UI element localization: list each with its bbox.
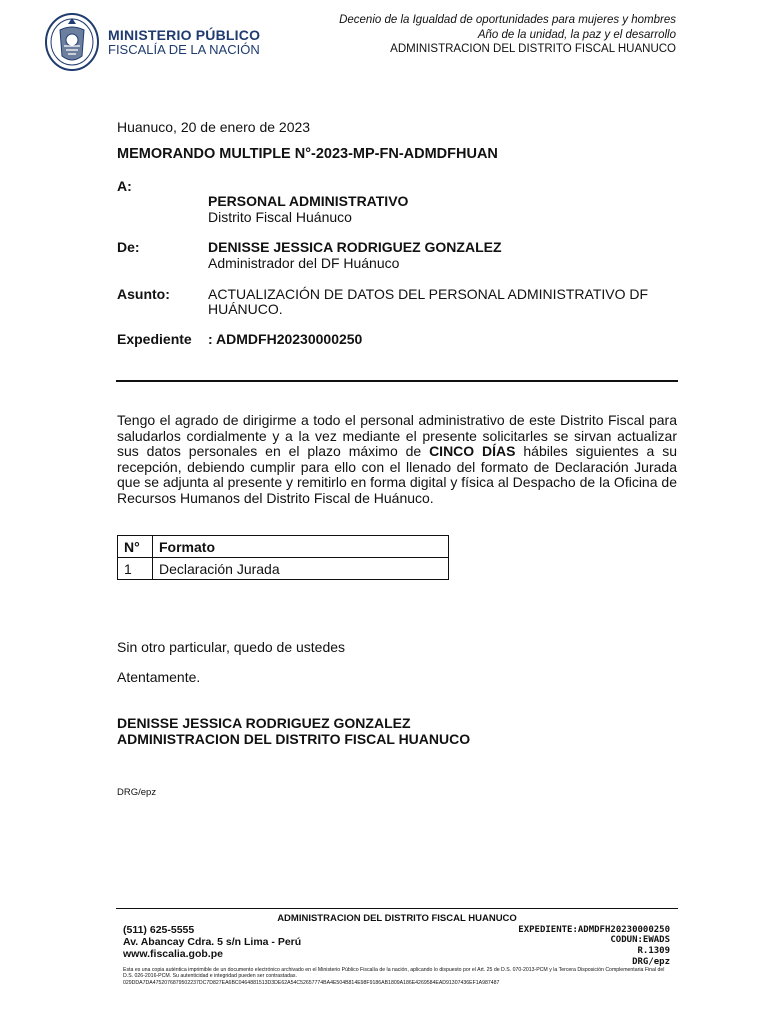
from-label: De:: [117, 239, 140, 255]
closing-line: Sin otro particular, quedo de ustedes: [117, 639, 346, 655]
institution-subtitle: FISCALÍA DE LA NACIÓN: [108, 42, 260, 57]
initials: DRG/epz: [117, 787, 157, 798]
footer-codun: CODUN:EWADS: [610, 935, 670, 945]
memo-title: MEMORANDO MULTIPLE N°-2023-MP-FN-ADMDFHUAN: [117, 146, 498, 162]
deadline-emphasis: CINCO DÍAS: [429, 443, 516, 459]
institution-name: MINISTERIO PÚBLICO: [108, 27, 261, 43]
footer-hash: 029DDA7DA4752076879502237DC7D827EA6BC0464881513D3DE62A54C52657774BA4E504B814E98F9186AB1809A186E4269584EAD91307436EF1A987487: [123, 980, 500, 986]
signer-office: ADMINISTRACION DEL DISTRITO FISCAL HUANUCO: [117, 731, 471, 747]
footer-phone: (511) 625-5555: [123, 924, 195, 936]
subject-line2: HUÁNUCO.: [208, 301, 283, 317]
file-label: Expediente: [117, 331, 192, 347]
subject-line1: ACTUALIZACIÓN DE DATOS DEL PERSONAL ADMINISTRATIVO DF: [208, 286, 649, 302]
regards-line: Atentamente.: [117, 669, 201, 685]
place-date: Huanuco, 20 de enero de 2023: [117, 119, 311, 135]
footer-address: Av. Abancay Cdra. 5 s/n Lima - Perú: [123, 936, 302, 948]
subject-label: Asunto:: [117, 286, 170, 302]
footer-office: ADMINISTRACION DEL DISTRITO FISCAL HUANUCO: [277, 913, 517, 924]
header-office: ADMINISTRACION DEL DISTRITO FISCAL HUANUCO: [390, 43, 676, 55]
decade-slogan: Decenio de la Igualdad de oportunidades para mujeres y hombres: [339, 14, 676, 26]
table-cell-number: 1: [118, 558, 153, 580]
table-cell-format: Declaración Jurada: [153, 558, 449, 580]
ministerio-publico-seal-icon: [44, 10, 100, 72]
table-row: [118, 558, 449, 580]
table-header-number: N°: [118, 536, 153, 558]
table-header-row: [118, 536, 449, 558]
year-slogan: Año de la unidad, la paz y el desarrollo: [477, 29, 676, 41]
footer-initials: DRG/epz: [632, 957, 670, 967]
footer-ref: R.1309: [637, 946, 670, 956]
body-paragraph: Tengo el agrado de dirigirme a todo el personal administrativo de este Distrito Fiscal para saludarlos cordialmente y a la vez mediante el presente solicitarles se sirvan actualizar sus datos personales en el plazo máximo de CINCO DÍAS hábiles siguientes a su recepción, debiendo cumplir para ello con el llenado del formato de Declaración Jurada que se adjunta al presente y remitirlo en forma digital y física al Despacho de la Oficina de Recursos Humanos del Distrito Fiscal de Huánuco.: [117, 412, 677, 506]
footer-legal-note: Esta es una copia auténtica imprimible de un documento electrónico archivado en el Ministerio Público Fiscalía de la nación, aplicando lo dispuesto por el Art. 25 de D.S. 070-2013-PCM y la Tercera Disposición Complementaria Final del D.S. 026-2016-PCM. Su autenticidad e integridad pueden ser contrastadas.: [123, 967, 665, 979]
to-name: PERSONAL ADMINISTRATIVO: [208, 193, 409, 209]
header-divider: [116, 380, 678, 382]
to-detail: Distrito Fiscal Huánuco: [208, 209, 352, 225]
from-name: DENISSE JESSICA RODRIGUEZ GONZALEZ: [208, 239, 502, 255]
to-label: A:: [117, 178, 132, 194]
signer-name: DENISSE JESSICA RODRIGUEZ GONZALEZ: [117, 715, 411, 731]
table-header-format: Formato: [153, 536, 449, 558]
from-role: Administrador del DF Huánuco: [208, 255, 400, 271]
footer-website: www.fiscalia.gob.pe: [123, 948, 223, 960]
file-number: : ADMDFH20230000250: [208, 331, 363, 347]
footer-divider: [116, 908, 678, 909]
footer-expediente: EXPEDIENTE:ADMDFH20230000250: [518, 925, 670, 935]
format-table: [117, 535, 449, 580]
